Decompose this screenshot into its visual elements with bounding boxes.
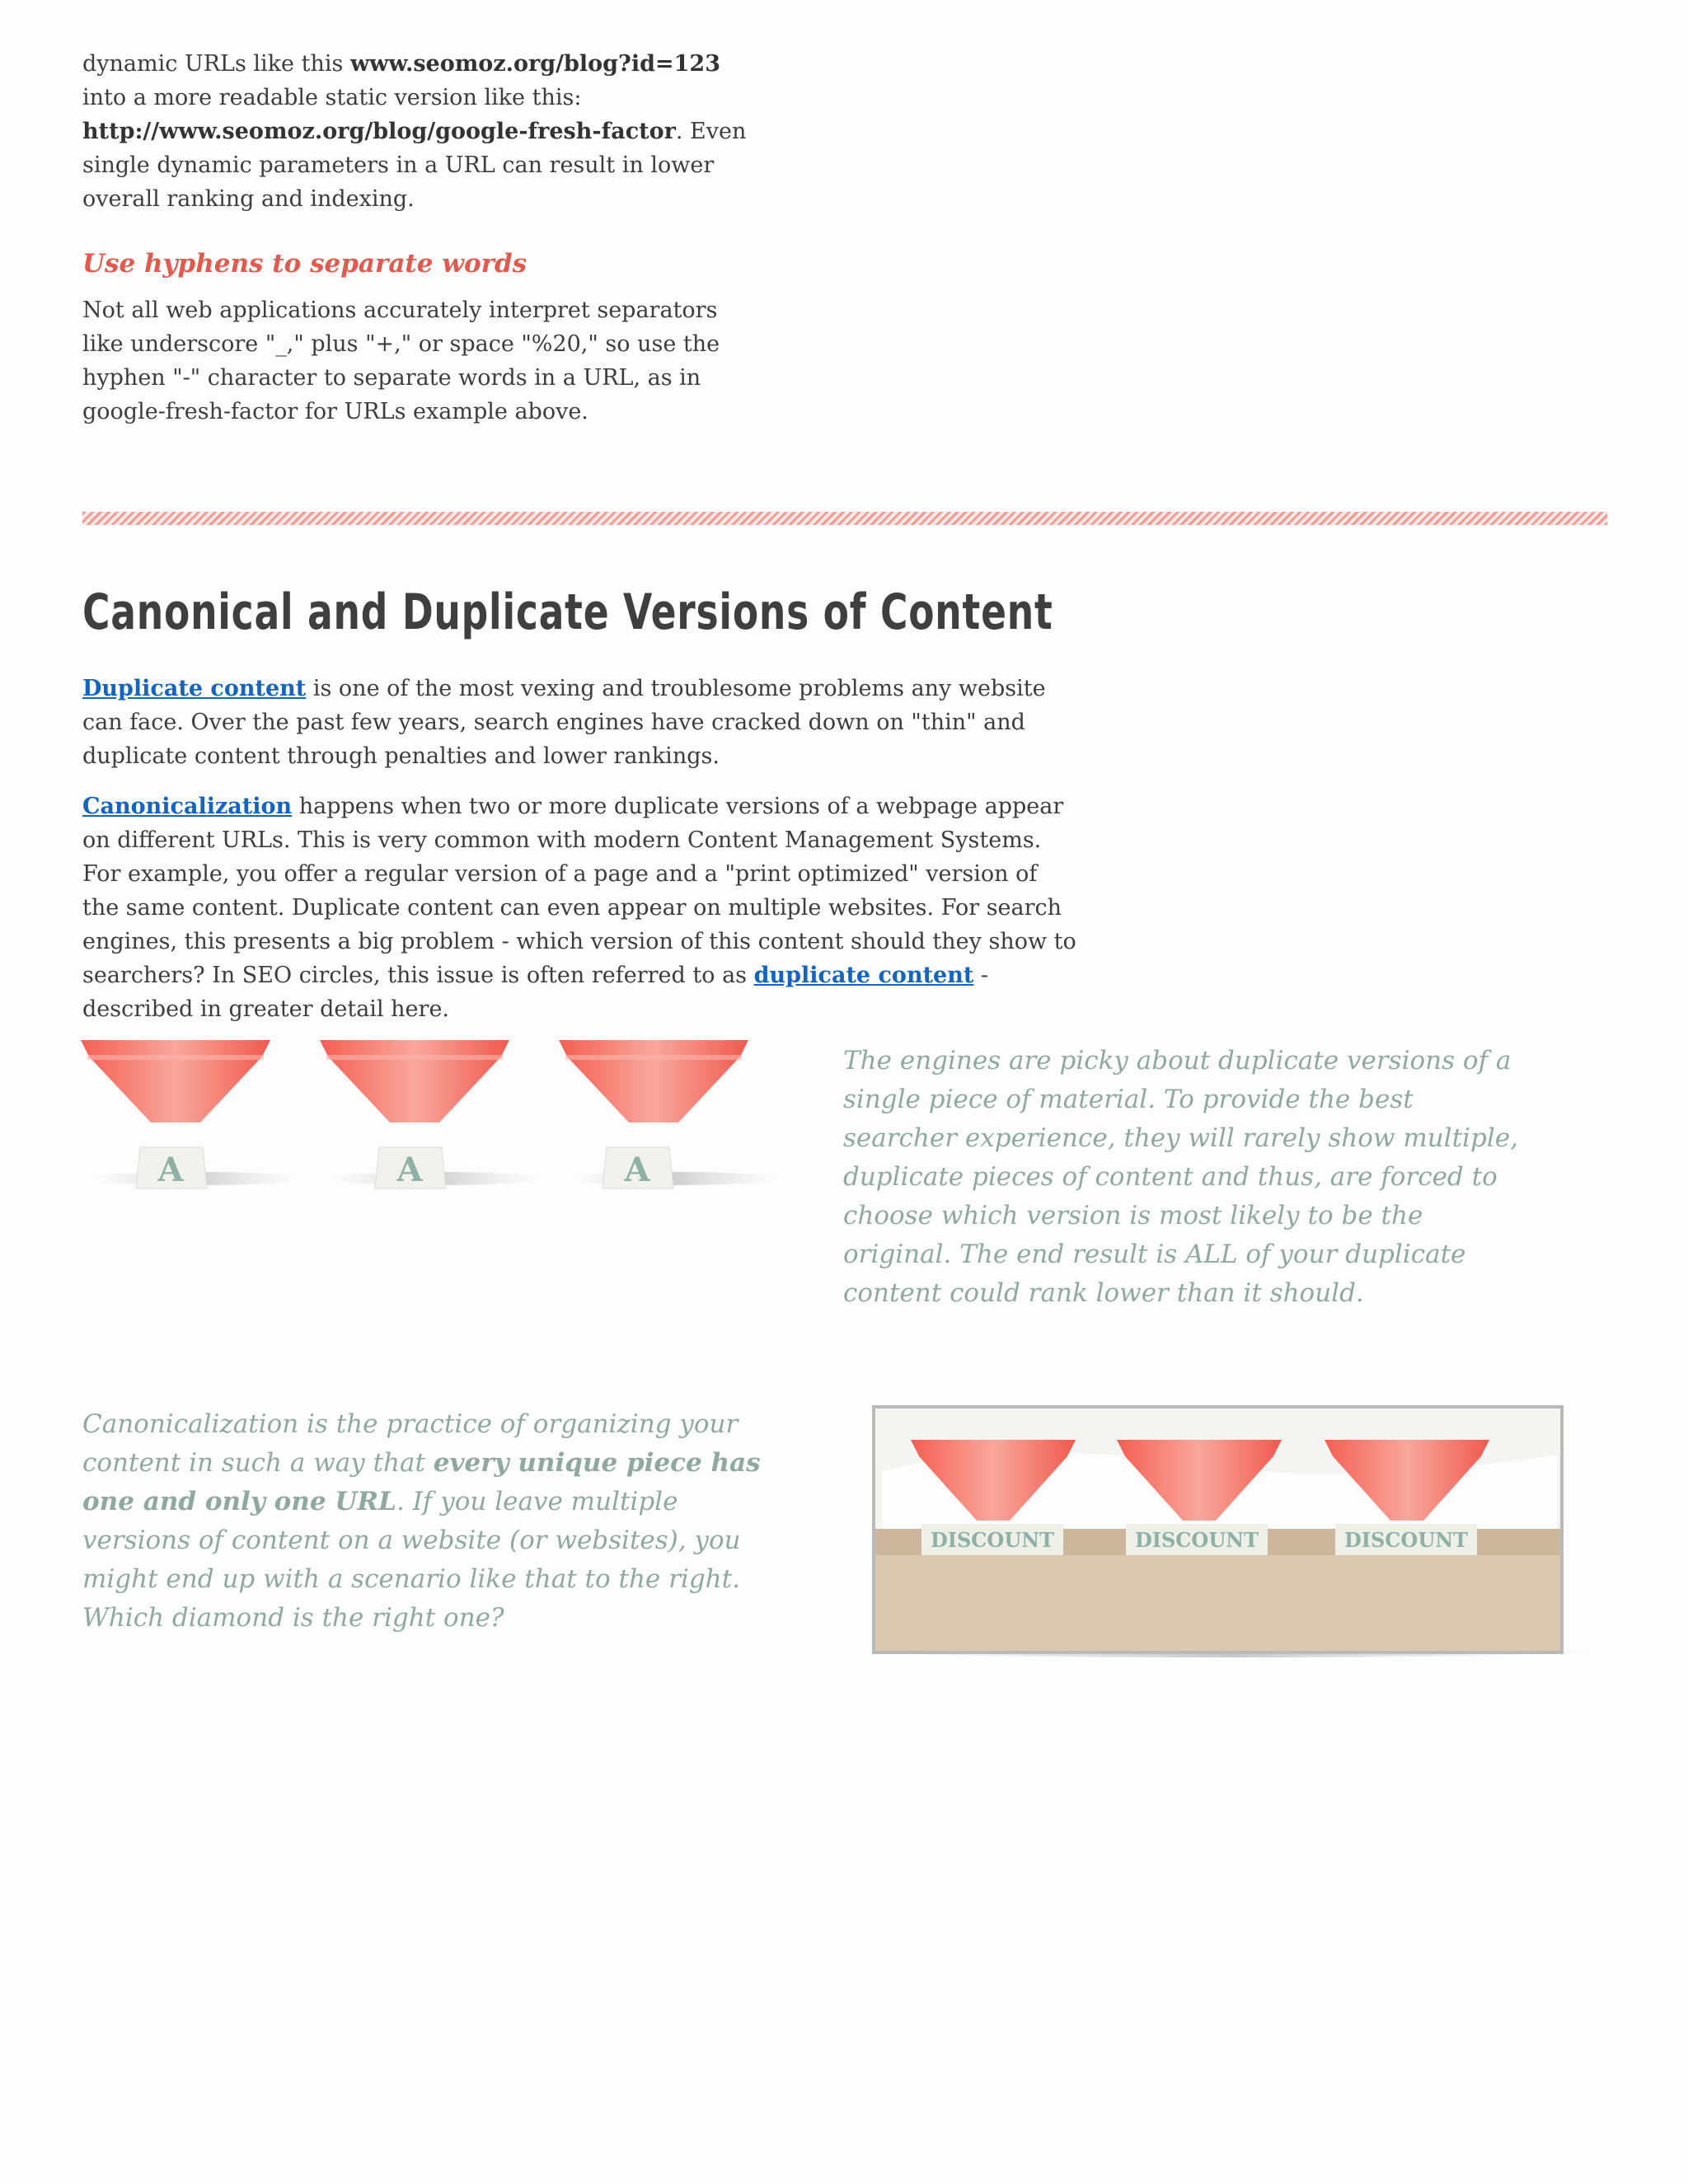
canonicalization-quote <box>82 1405 791 1638</box>
p2-tail: - described in greater detail here. <box>82 963 989 1022</box>
hyphens-heading: Use hyphens to separate words <box>82 249 528 279</box>
pedestal-label-3: A <box>624 1151 650 1189</box>
quote2-text-2: . If you leave multiple versions of content on a website (or websites), you might end up with a scenario like that to the right. Which diamond is the right one? <box>82 1487 741 1633</box>
section-divider <box>82 512 1607 525</box>
duplicate-content-link[interactable]: Duplicate content <box>82 676 307 701</box>
duplicate-content-paragraph <box>82 672 1071 773</box>
intro-text-3: . Even single dynamic parameters in a URL can result in lower overall ranking and indexing. <box>82 119 747 212</box>
quote2-text-1: Canonicalization is the practice of organizing your content in such a way that <box>82 1409 738 1478</box>
p1-text: is one of the most vexing and troublesome problems any website can face. Over the past few years, search engines have cracked down on "thin" and duplicate content through penalties and lower rankings. <box>82 676 1046 769</box>
discount-label-2: DISCOUNT <box>1126 1524 1268 1555</box>
pedestal-label-2: A <box>396 1151 423 1189</box>
discount-illustration <box>849 1405 1595 1661</box>
canonicalization-paragraph <box>82 790 1080 1026</box>
diamonds-illustration <box>81 1040 806 1197</box>
static-url-example: http://www.seomoz.org/blog/google-fresh-factor <box>82 119 676 144</box>
dynamic-url-example: www.seomoz.org/blog?id=123 <box>349 51 720 77</box>
discount-label-3: DISCOUNT <box>1335 1524 1477 1555</box>
p2-text: happens when two or more duplicate versions of a webpage appear on different URLs. This is very common with modern Content Management Systems. For example, you offer a regular version of a page and a "print optimized" version of the same content. Duplicate content can even appear on multiple websites. For search engines, this presents a big problem - which version of this content should they show to searchers? In SEO circles, this issue is often referred to as <box>82 794 1076 988</box>
intro-text-1: dynamic URLs like this <box>82 51 350 77</box>
intro-text-2: into a more readable static version like this: <box>82 85 582 110</box>
hyphens-paragraph <box>82 293 758 429</box>
intro-paragraph <box>82 47 758 216</box>
hyphens-text: Not all web applications accurately interpret separators like underscore "_," plus "+," or space "%20," so use the hyphen "-" character to separate words in a URL, as in google-fresh-factor for URLs example above. <box>82 298 720 424</box>
pedestal-label-1: A <box>157 1151 184 1189</box>
section-title: Canonical and Duplicate Versions of Content <box>82 583 1053 641</box>
duplicate-content-link-2[interactable]: duplicate content <box>753 963 974 988</box>
quote2-bold: every unique piece has one and only one URL <box>82 1448 761 1516</box>
canonicalization-link[interactable]: Canonicalization <box>82 794 293 819</box>
picky-engines-quote: The engines are picky about duplicate versions of a single piece of material. To provide the best searcher experience, they will rarely show multiple, duplicate pieces of content and thus, are forced to choose which version is most likely to be the original. The end result is ALL of your duplicate content could rank lower than it should. <box>843 1046 1518 1308</box>
discount-label-1: DISCOUNT <box>921 1524 1063 1555</box>
